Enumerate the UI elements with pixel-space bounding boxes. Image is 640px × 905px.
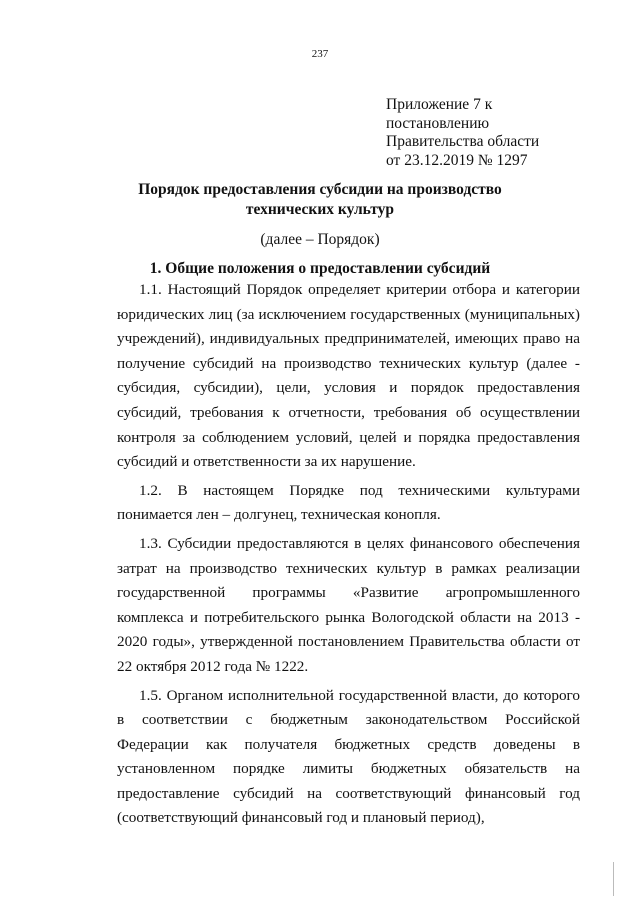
body-text [117, 278, 580, 831]
appendix-block [386, 96, 539, 170]
document-title: Порядок предоставления субсидии на производство технических культур [138, 181, 502, 218]
appendix-line: Приложение 7 к [386, 96, 493, 113]
paragraph: 1.1. Настоящий Порядок определяет критерии отбора и категории юридических лиц (за исключением государственных (муниципальных) учреждений), индивидуальных предпринимателей, имеющих право на получение субсидий на производство технических культур (далее - субсидия, субсидии), цели, условия и порядок предоставления субсидий, требования к отчетности, требования об осуществлении контроля за соблюдением условий, целей и порядка предоставления субсидий и ответственности за их нарушение. [117, 281, 580, 471]
paragraph: 1.2. В настоящем Порядке под техническими культурами понимается лен – долгунец, техническая конопля. [117, 481, 580, 524]
appendix-line: от 23.12.2019 № 1297 [386, 151, 528, 169]
page-number: 237 [311, 48, 329, 60]
scan-margin-mark [613, 862, 614, 896]
section-heading: 1. Общие положения о предоставлении субсидий [149, 260, 491, 277]
appendix-line: постановлению [386, 114, 490, 132]
document-subtitle: (далее – Порядок) [260, 231, 380, 248]
paragraph: 1.5. Органом исполнительной государственной власти, до которого в соответствии с бюджетным законодательством Российской Федерации как получателя бюджетных средств доведены в установленном порядке лимиты бюджетных обязательств на предоставление субсидий на соответствующий финансовый год (соответствующий финансовый год и плановый период), [117, 686, 580, 827]
appendix-line: Правительства области [386, 133, 540, 150]
paragraph: 1.3. Субсидии предоставляются в целях финансового обеспечения затрат на производство технических культур в рамках реализации государственной программы «Развитие агропромышленного комплекса и потребительского рынка Вологодской области на 2013 - 2020 годы», утвержденной постановлением Правительства области от 22 октября 2012 года № 1222. [117, 534, 580, 675]
